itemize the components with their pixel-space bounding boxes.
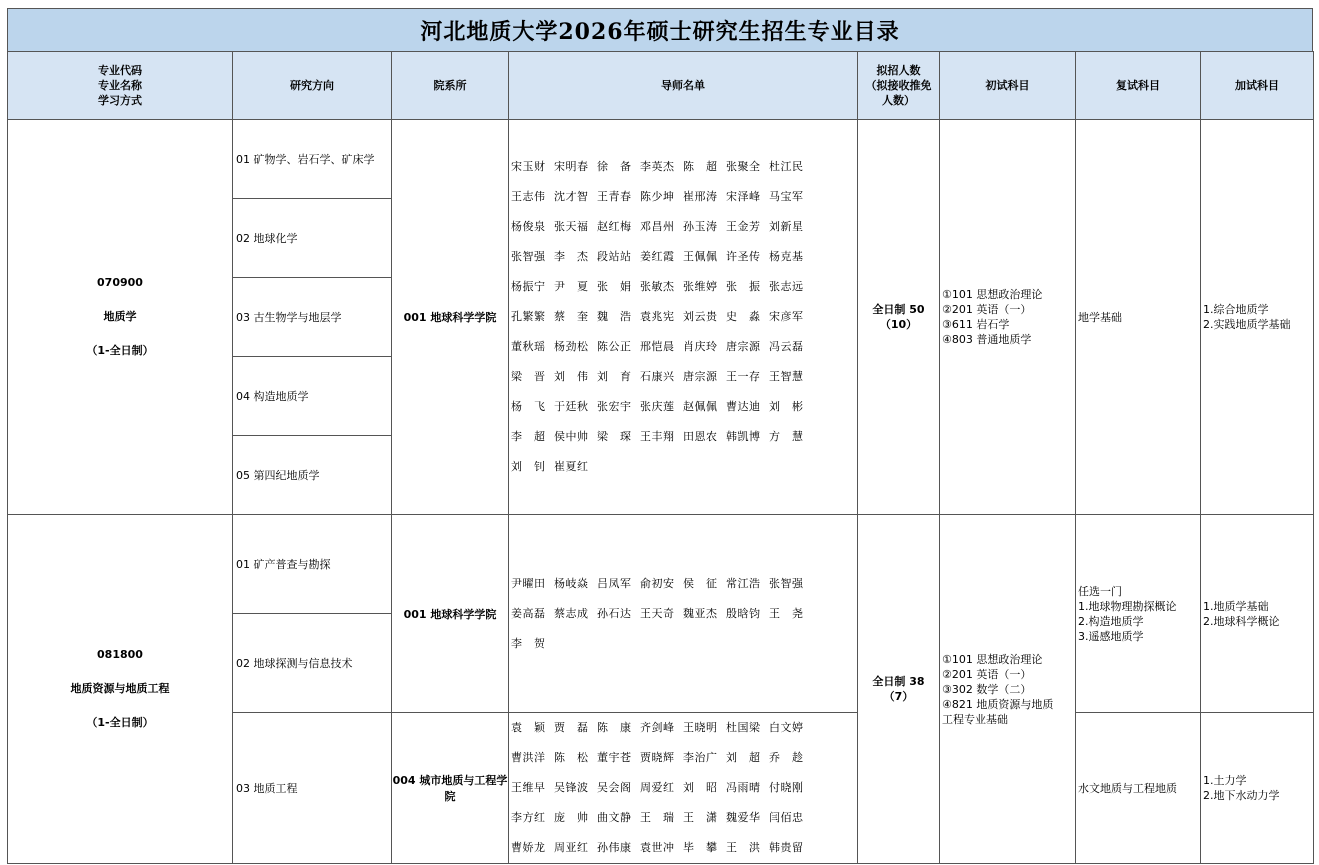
tutor-name: 杨俊泉 (511, 220, 546, 233)
tutor-name: 梁 琛 (597, 430, 632, 443)
tutor-name: 史 淼 (726, 310, 761, 323)
tutor-name: 刘 育 (597, 370, 632, 383)
direction-cell: 05 第四纪地质学 (233, 436, 392, 515)
extra-subjects: 1.地质学基础 2.地球科学概论 (1201, 515, 1314, 713)
tutor-name: 李 贺 (511, 636, 546, 650)
catalog-table (7, 51, 1314, 864)
tutor-name: 张志远 (769, 280, 804, 293)
tutor-name: 崔邢涛 (683, 190, 718, 203)
tutor-name: 王 潇 (683, 811, 718, 824)
tutor-name: 蔡志成 (554, 606, 589, 620)
tutor-name: 王晓明 (683, 721, 718, 734)
header-retest: 复试科目 (1076, 52, 1201, 120)
tutor-name: 沈才智 (554, 190, 589, 203)
tutor-name: 孙伟康 (597, 841, 632, 854)
header-department: 院系所 (392, 52, 509, 120)
tutor-name: 王 洪 (726, 841, 761, 854)
tutor-name: 邢恺晨 (640, 340, 675, 353)
tutor-name: 侯中帅 (554, 430, 589, 443)
tutor-name: 袁兆宪 (640, 310, 675, 323)
initial-subjects: ①101 思想政治理论 ②201 英语（一） ③302 数学（二） ④821 地质资源与地质 工程专业基础 (940, 515, 1076, 864)
header-extra: 加试科目 (1201, 52, 1314, 120)
tutor-name: 王志伟 (511, 190, 546, 203)
tutor-name: 杨振宁 (511, 280, 546, 293)
tutor-name: 孔繁繁 (511, 310, 546, 323)
tutor-name: 张宏宇 (597, 400, 632, 413)
tutor-name: 许圣传 (726, 250, 761, 263)
header-row (8, 52, 1314, 120)
tutor-name: 刘 彬 (769, 400, 804, 413)
direction-cell: 01 矿物学、岩石学、矿床学 (233, 120, 392, 199)
tutor-name: 董宇苍 (597, 751, 632, 764)
tutor-name: 刘 钊 (511, 460, 546, 473)
tutor-name: 张敏杰 (640, 280, 675, 293)
header-major: 专业代码 专业名称 学习方式 (8, 52, 233, 120)
tutor-name: 崔夏红 (554, 460, 589, 473)
tutor-name: 李治广 (683, 751, 718, 764)
tutor-name: 魏亚杰 (683, 606, 718, 620)
tutor-name: 韩凯博 (726, 430, 761, 443)
tutor-name: 蔡 奎 (554, 310, 589, 323)
tutor-name: 王一存 (726, 370, 761, 383)
tutor-name: 王丰翔 (640, 430, 675, 443)
tutor-name: 张智强 (769, 576, 804, 590)
tutor-name: 冯雨晴 (726, 781, 761, 794)
tutor-name: 侯 征 (683, 576, 718, 590)
tutor-name: 刘 伟 (554, 370, 589, 383)
tutor-list (509, 120, 858, 515)
tutor-name: 张智强 (511, 250, 546, 263)
tutor-name: 白文婷 (769, 721, 804, 734)
tutor-name: 常江浩 (726, 576, 761, 590)
direction-cell: 03 地质工程 (233, 713, 392, 864)
tutor-name: 俞初安 (640, 576, 675, 590)
header-tutors: 导师名单 (509, 52, 858, 120)
tutor-name: 杨岐焱 (554, 576, 589, 590)
tutor-name: 曹娇龙 (511, 841, 546, 854)
tutor-name: 王 瑞 (640, 811, 675, 824)
tutor-name: 殷晗钧 (726, 606, 761, 620)
tutor-name: 陈少坤 (640, 190, 675, 203)
tutor-name: 王天奇 (640, 606, 675, 620)
tutor-name: 宋明春 (554, 160, 589, 173)
tutor-name: 赵红梅 (597, 220, 632, 233)
tutor-name: 冯云磊 (769, 340, 804, 353)
tutor-name: 刘云贵 (683, 310, 718, 323)
header-plan: 拟招人数 （拟接收推免 人数） (858, 52, 940, 120)
tutor-name: 陈公正 (597, 340, 632, 353)
tutor-name: 张天福 (554, 220, 589, 233)
tutor-name: 陈 松 (554, 751, 589, 764)
tutor-name: 陈 超 (683, 160, 718, 173)
tutor-name: 贾晓辉 (640, 751, 675, 764)
tutor-name: 杜江民 (769, 160, 804, 173)
plan-cell: 全日制 50 （10） (858, 120, 940, 515)
tutor-name: 刘 超 (726, 751, 761, 764)
tutor-name: 宋泽峰 (726, 190, 761, 203)
tutor-name: 尹 夏 (554, 280, 589, 293)
tutor-name: 刘新星 (769, 220, 804, 233)
tutor-name: 杜国梁 (726, 721, 761, 734)
tutor-name: 肖庆玲 (683, 340, 718, 353)
extra-subjects: 1.土力学 2.地下水动力学 (1201, 713, 1314, 864)
tutor-name: 吴锋波 (554, 781, 589, 794)
tutor-name: 吴会阁 (597, 781, 632, 794)
direction-cell: 03 古生物学与地层学 (233, 278, 392, 357)
tutor-name: 梁 晋 (511, 370, 546, 383)
direction-cell: 02 地球探测与信息技术 (233, 614, 392, 713)
tutor-name: 乔 趁 (769, 751, 804, 764)
tutor-name: 杨 飞 (511, 400, 546, 413)
tutor-name: 王维早 (511, 781, 546, 794)
tutor-name: 王金芳 (726, 220, 761, 233)
tutor-name: 唐宗源 (683, 370, 718, 383)
tutor-name: 王佩佩 (683, 250, 718, 263)
tutor-name: 张 娟 (597, 280, 632, 293)
tutor-name: 王智慧 (769, 370, 804, 383)
initial-subjects: ①101 思想政治理论 ②201 英语（一） ③611 岩石学 ④803 普通地质学 (940, 120, 1076, 515)
tutor-name: 田恩农 (683, 430, 718, 443)
table-row (8, 120, 1314, 199)
page-title: 河北地质大学2026年硕士研究生招生专业目录 (7, 8, 1313, 51)
tutor-name: 董秋瑶 (511, 340, 546, 353)
tutor-name: 张 振 (726, 280, 761, 293)
tutor-name: 闫佰忠 (769, 811, 804, 824)
tutor-name: 袁 颖 (511, 721, 546, 734)
tutor-name: 杨克基 (769, 250, 804, 263)
tutor-name: 李英杰 (640, 160, 675, 173)
tutor-name: 李 杰 (554, 250, 589, 263)
tutor-name: 周亚红 (554, 841, 589, 854)
tutor-name: 付晓刚 (769, 781, 804, 794)
tutor-list (509, 515, 858, 713)
retest-subjects: 任选一门 1.地球物理勘探概论 2.构造地质学 3.遥感地质学 (1076, 515, 1201, 713)
tutor-name: 杨劲松 (554, 340, 589, 353)
header-direction: 研究方向 (233, 52, 392, 120)
table-row (8, 515, 1314, 614)
direction-cell: 01 矿产普查与勘探 (233, 515, 392, 614)
tutor-name: 曲文静 (597, 811, 632, 824)
major-cell: 070900 地质学 （1-全日制） (8, 120, 233, 515)
catalog (7, 8, 1313, 864)
tutor-name: 吕凤军 (597, 576, 632, 590)
extra-subjects: 1.综合地质学 2.实践地质学基础 (1201, 120, 1314, 515)
tutor-name: 毕 攀 (683, 841, 718, 854)
tutor-name: 庞 帅 (554, 811, 589, 824)
tutor-name: 李 超 (511, 430, 546, 443)
tutor-name: 方 慧 (769, 430, 804, 443)
tutor-name: 尹曜田 (511, 576, 546, 590)
direction-cell: 04 构造地质学 (233, 357, 392, 436)
tutor-name: 齐剑峰 (640, 721, 675, 734)
tutor-name: 周爱红 (640, 781, 675, 794)
tutor-name: 张庆莲 (640, 400, 675, 413)
tutor-name: 刘 昭 (683, 781, 718, 794)
tutor-name: 陈 康 (597, 721, 632, 734)
tutor-name: 孙石达 (597, 606, 632, 620)
tutor-name: 魏爱华 (726, 811, 761, 824)
tutor-name: 宋玉财 (511, 160, 546, 173)
tutor-name: 宋彦军 (769, 310, 804, 323)
department-cell: 001 地球科学学院 (392, 120, 509, 515)
tutor-name: 张维婷 (683, 280, 718, 293)
tutor-name: 李方红 (511, 811, 546, 824)
tutor-name: 袁世冲 (640, 841, 675, 854)
tutor-name: 邓昌州 (640, 220, 675, 233)
direction-cell: 02 地球化学 (233, 199, 392, 278)
tutor-name: 孙玉涛 (683, 220, 718, 233)
tutor-name: 于廷秋 (554, 400, 589, 413)
tutor-name: 张聚全 (726, 160, 761, 173)
tutor-name: 韩贵留 (769, 841, 804, 854)
tutor-list (509, 713, 858, 864)
department-cell: 001 地球科学学院 (392, 515, 509, 713)
header-initial: 初试科目 (940, 52, 1076, 120)
tutor-name: 姜高磊 (511, 606, 546, 620)
tutor-name: 王青春 (597, 190, 632, 203)
retest-subjects: 地学基础 (1076, 120, 1201, 515)
tutor-name: 唐宗源 (726, 340, 761, 353)
tutor-name: 魏 浩 (597, 310, 632, 323)
plan-cell: 全日制 38 （7） (858, 515, 940, 864)
retest-subjects: 水文地质与工程地质 (1076, 713, 1201, 864)
tutor-name: 徐 备 (597, 160, 632, 173)
tutor-name: 赵佩佩 (683, 400, 718, 413)
tutor-name: 王 尧 (769, 606, 804, 620)
tutor-name: 曹达迪 (726, 400, 761, 413)
department-cell: 004 城市地质与工程学院 (392, 713, 509, 864)
tutor-name: 石康兴 (640, 370, 675, 383)
tutor-name: 段站站 (597, 250, 632, 263)
tutor-name: 姜红霞 (640, 250, 675, 263)
major-cell: 081800 地质资源与地质工程 （1-全日制） (8, 515, 233, 864)
tutor-name: 贾 磊 (554, 721, 589, 734)
tutor-name: 马宝军 (769, 190, 804, 203)
tutor-name: 曹洪洋 (511, 751, 546, 764)
